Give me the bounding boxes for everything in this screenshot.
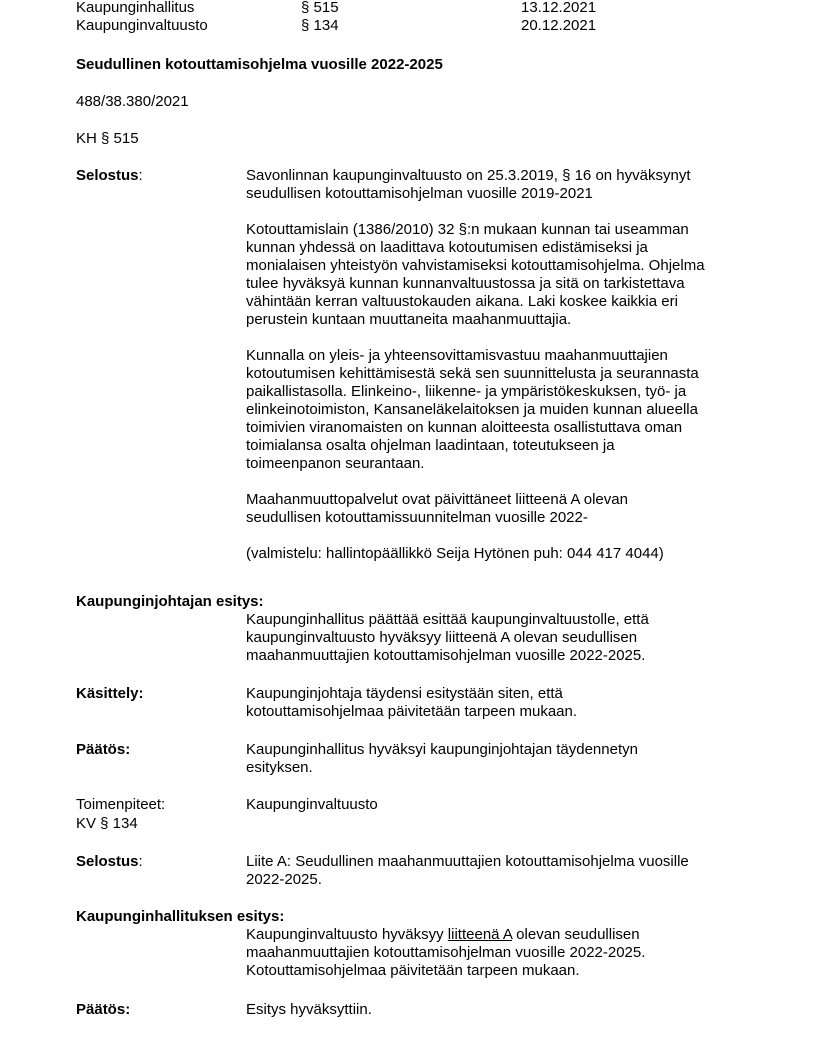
- document-title: Seudullinen kotouttamisohjelma vuosille 2022-2025: [76, 56, 443, 73]
- header-body-2: Kaupunginvaltuusto: [76, 17, 208, 34]
- attachment-a-link[interactable]: liitteenä A: [447, 926, 513, 943]
- esitys-label: Kaupunginjohtajan esitys:: [76, 593, 264, 610]
- header-date-1: 13.12.2021: [521, 0, 597, 16]
- kh-esitys-text: Kaupunginvaltuusto hyväksyy liitteenä A olevan seudullisen maahanmuuttajien kotouttamisohjelman vuosille 2022-2025. Kotouttamisohjelmaa päivitetään tarpeen mukaan.: [246, 926, 646, 979]
- paatos-label: Päätös:: [76, 741, 131, 758]
- kh-esitys-label: Kaupunginhallituksen esitys:: [76, 908, 285, 925]
- paragraph: (valmistelu: hallintopäällikkö Seija Hytönen puh: 044 417 4044): [246, 545, 664, 562]
- paragraph: Savonlinnan kaupunginvaltuusto on 25.3.2019, § 16 on hyväksynyt seudullisen kotouttamisohjelman vuosille 2019-2021: [246, 167, 691, 202]
- paragraph: Kotouttamislain (1386/2010) 32 §:n mukaan kunnan tai useamman kunnan yhdessä on laadittava kotoutumisen edistämiseksi ja monialaisen yhteistyön vahvistamiseksi kotouttamisohjelma. Ohjelma tulee hyväksyä kunnan kunnanvaltuustossa ja sitä on tarkistettava vähintään kerran valtuustokauden aikana. Laki koskee kaikkia eri perustein kuntaan muuttaneita maahanmuuttajia.: [246, 221, 705, 328]
- selostus-text: [246, 167, 766, 563]
- paatos-text-2: Esitys hyväksyttiin.: [246, 1001, 372, 1018]
- record-number: 488/38.380/2021: [76, 93, 189, 110]
- toimenpiteet-value: Kaupunginvaltuusto: [246, 796, 378, 813]
- paatos-label-2: Päätös:: [76, 1001, 131, 1018]
- kh-reference: KH § 515: [76, 130, 139, 147]
- paatos-text: Kaupunginhallitus hyväksyi kaupunginjohtajan täydennetyn esityksen.: [246, 741, 638, 776]
- header-section-1: § 515: [301, 0, 339, 16]
- esitys-text: Kaupunginhallitus päättää esittää kaupunginvaltuustolle, että kaupunginvaltuusto hyväksyy liitteenä A olevan seudullisen maahanmuuttajien kotouttamisohjelman vuosille 2022-2025.: [246, 611, 649, 664]
- kv-reference: KV § 134: [76, 815, 138, 832]
- selostus-text-2: Liite A: Seudullinen maahanmuuttajien kotouttamisohjelma vuosille 2022-2025.: [246, 853, 689, 888]
- kasittely-label: Käsittely:: [76, 685, 144, 702]
- header-date-2: 20.12.2021: [521, 17, 597, 34]
- header-body-1: Kaupunginhallitus: [76, 0, 195, 16]
- selostus-label: Selostus:: [76, 167, 143, 184]
- header-section-2: § 134: [301, 17, 339, 34]
- kasittely-text: Kaupunginjohtaja täydensi esitystään siten, että kotouttamisohjelmaa päivitetään tarpeen mukaan.: [246, 685, 578, 720]
- toimenpiteet-label: Toimenpiteet:: [76, 796, 166, 813]
- selostus-label-2: Selostus:: [76, 853, 143, 870]
- paragraph: Maahanmuuttopalvelut ovat päivittäneet liitteenä A olevan seudullisen kotouttamissuunnitelman vuosille 2022-: [246, 491, 628, 526]
- paragraph: Kunnalla on yleis- ja yhteensovittamisvastuu maahanmuuttajien kotoutumisen kehittämisestä sekä sen suunnittelusta ja seurannasta paikallistasolla. Elinkeino-, liikenne- ja ympäristökeskuksen, työ- ja elinkeinotoimiston, Kansaneläkelaitoksen ja muiden kunnan alueella toimivien viranomaisten on kunnan aloitteesta osallistuttava oman toimialansa osalta ohjelman laadintaan, toteutukseen ja toimeenpanon seurantaan.: [246, 347, 699, 472]
